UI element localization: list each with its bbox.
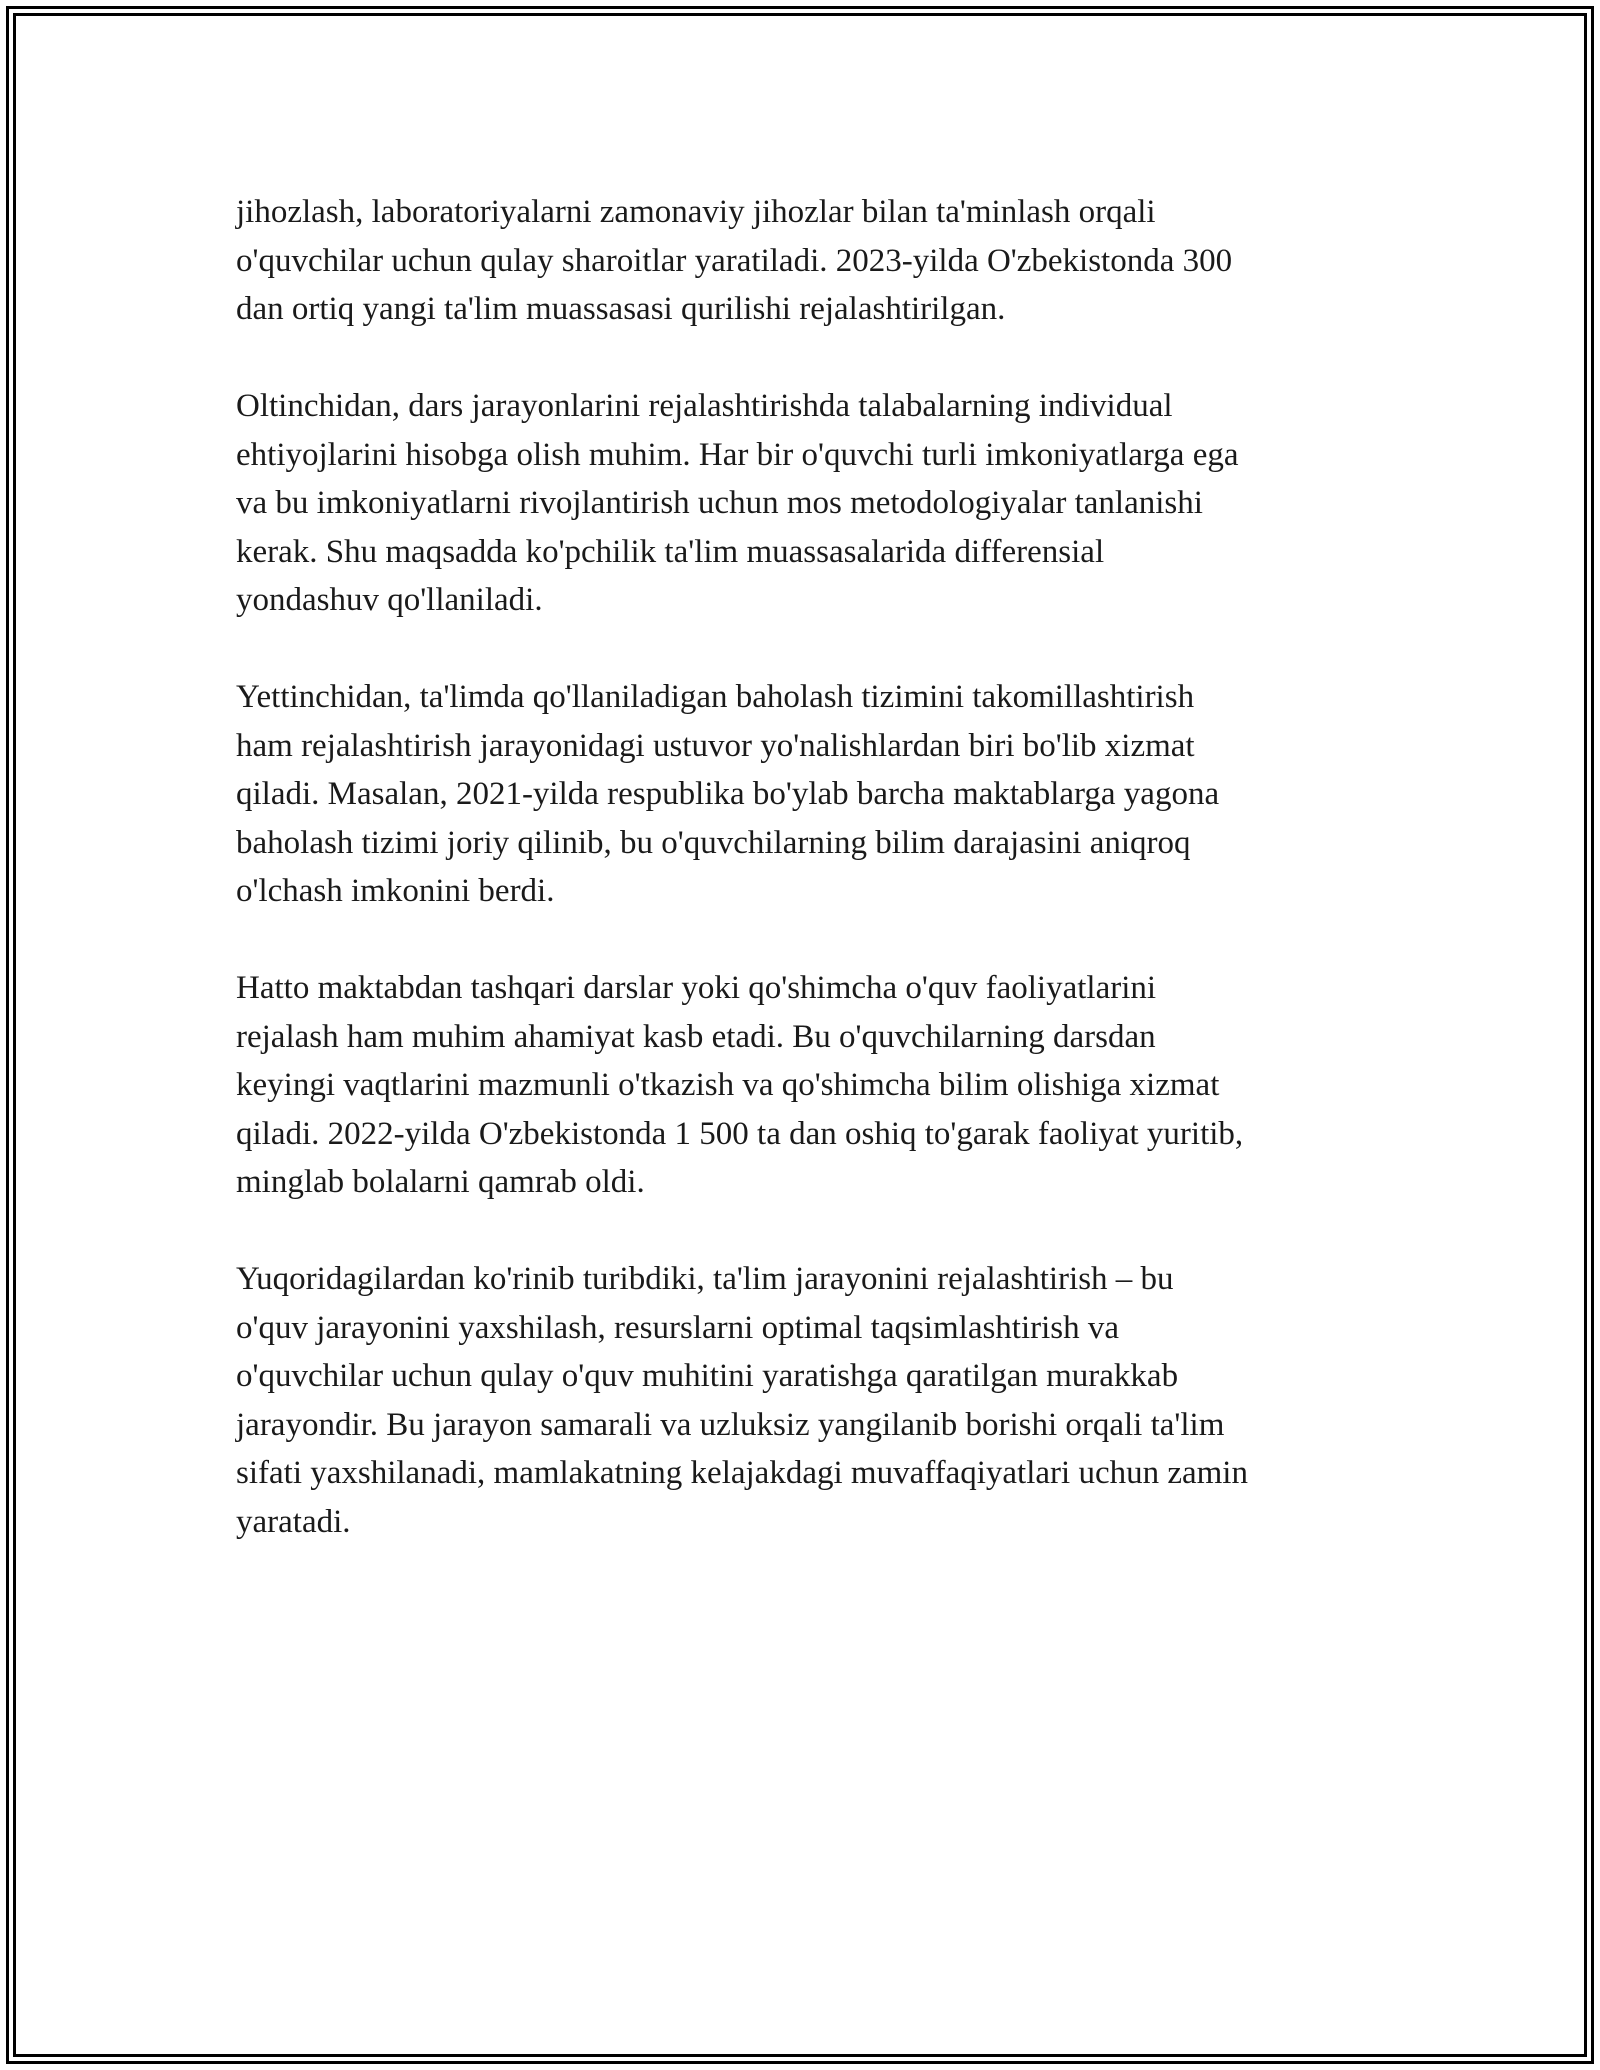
text-line: yaratadi.: [236, 1503, 351, 1540]
paragraph-3: [236, 673, 1376, 916]
text-line: ehtiyojlarini hisobga olish muhim. Har bir o'quvchi turli imkoniyatlarga ega: [236, 436, 1239, 473]
text-line: dan ortiq yangi ta'lim muassasasi qurilishi rejalashtirilgan.: [236, 291, 1006, 327]
paragraph-2: [236, 382, 1376, 625]
text-line: va bu imkoniyatlarni rivojlantirish uchun mos metodologiyalar tanlanishi: [236, 485, 1203, 521]
text-line: Hatto maktabdan tashqari darslar yoki qo'shimcha o'quv faoliyatlarini: [236, 970, 1157, 1006]
text-line: jarayondir. Bu jarayon samarali va uzluksiz yangilanib borishi orqali ta'lim: [236, 1406, 1225, 1443]
paragraph-1: [236, 188, 1376, 334]
document-body: [236, 188, 1376, 1595]
text-line: qiladi. Masalan, 2021-yilda respublika bo'ylab barcha maktablarga yagona: [236, 776, 1220, 812]
text-line: ham rejalashtirish jarayonidagi ustuvor yo'nalishlardan biri bo'lib xizmat: [236, 727, 1195, 764]
paragraph-4: [236, 964, 1376, 1207]
text-line: o'lchash imkonini berdi.: [236, 873, 555, 909]
text-line: Yettinchidan, ta'limda qo'llaniladigan baholash tizimini takomillashtirish: [236, 679, 1195, 715]
text-line: o'quvchilar uchun qulay o'quv muhitini yaratishga qaratilgan murakkab: [236, 1358, 1179, 1394]
text-line: o'quv jarayonini yaxshilash, resurslarni optimal taqsimlashtirish va: [236, 1309, 1120, 1346]
text-line: jihozlash, laboratoriyalarni zamonaviy jihozlar bilan ta'minlash orqali: [236, 194, 1156, 230]
paragraph-5: [236, 1255, 1376, 1546]
text-line: keyingi vaqtlarini mazmunli o'tkazish va qo'shimcha bilim olishiga xizmat: [236, 1067, 1220, 1103]
text-line: Yuqoridagilardan ko'rinib turibdiki, ta'lim jarayonini rejalashtirish – bu: [236, 1261, 1174, 1297]
text-line: baholash tizimi joriy qilinib, bu o'quvchilarning bilim darajasini aniqroq: [236, 824, 1191, 861]
text-line: minglab bolalarni qamrab oldi.: [236, 1164, 645, 1200]
text-line: yondashuv qo'llaniladi.: [236, 582, 543, 618]
text-line: o'quvchilar uchun qulay sharoitlar yaratiladi. 2023-yilda O'zbekistonda 300: [236, 242, 1233, 279]
text-line: sifati yaxshilanadi, mamlakatning kelajakdagi muvaffaqiyatlari uchun zamin: [236, 1455, 1248, 1491]
text-line: qiladi. 2022-yilda O'zbekistonda 1 500 ta dan oshiq to'garak faoliyat yuritib,: [236, 1115, 1244, 1152]
text-line: rejalash ham muhim ahamiyat kasb etadi. Bu o'quvchilarning darsdan: [236, 1018, 1156, 1055]
text-line: Oltinchidan, dars jarayonlarini rejalashtirishda talabalarning individual: [236, 388, 1173, 424]
text-line: kerak. Shu maqsadda ko'pchilik ta'lim muassasalarida differensial: [236, 533, 1105, 570]
